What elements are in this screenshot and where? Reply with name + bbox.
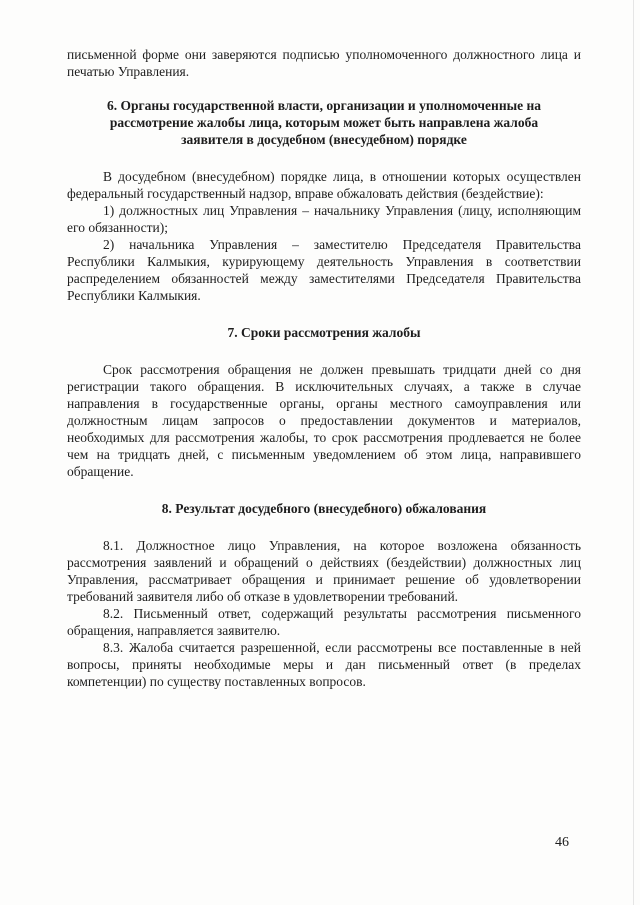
section-6-paragraph-1: В досудебном (внесудебном) порядке лица, в отношении которых осуществлен федеральный государственный надзор, вправе обжаловать действия (бездействие):	[67, 169, 581, 201]
page-number: 46	[555, 835, 569, 850]
section-6-paragraph-3: 2) начальника Управления – заместителю Председателя Правительства Республики Калмыкия, курирующему деятельность Управления в соответствии распределением обязанностей между заместителями Председателя Правительства Республики Калмыкия.	[67, 237, 581, 303]
section-6-heading: 6. Органы государственной власти, организации и уполномоченные на рассмотрение жалобы лица, которым может быть направлена жалоба заявителя в досудебном (внесудебном) порядке	[106, 98, 542, 147]
section-7-heading: 7. Сроки рассмотрения жалобы	[227, 325, 421, 340]
section-8-heading: 8. Результат досудебного (внесудебного) обжалования	[161, 501, 487, 516]
section-7-paragraph-1: Срок рассмотрения обращения не должен превышать тридцати дней со дня регистрации такого обращения. В исключительных случаях, а также в случае направления в государственные органы, органы местного самоуправления или должностным лицам запросов о предоставлении документов и материалов, необходимых для рассмотрения жалобы, то срок рассмотрения продлевается не более чем на тридцать дней, с письменным уведомлением об этом лица, направившего обращение.	[67, 362, 581, 479]
lead-paragraph: письменной форме они заверяются подписью уполномоченного должностного лица и печатью Управления.	[67, 47, 581, 79]
section-8-paragraph-3: 8.3. Жалоба считается разрешенной, если рассмотрены все поставленные в ней вопросы, приняты необходимые меры и дан письменный ответ (в пределах компетенции) по существу поставленных вопросов.	[67, 640, 581, 689]
document-page	[67, 46, 581, 690]
page-edge-line	[633, 0, 634, 905]
section-6-paragraph-2: 1) должностных лиц Управления – начальнику Управления (лицу, исполняющим его обязанности);	[67, 203, 581, 235]
section-8-paragraph-2: 8.2. Письменный ответ, содержащий результаты рассмотрения письменного обращения, направляется заявителю.	[67, 606, 581, 638]
section-8-paragraph-1: 8.1. Должностное лицо Управления, на которое возложена обязанность рассмотрения заявлений и обращений о действиях (бездействии) должностных лиц Управления, рассматривает обращения и принимает решение об удовлетворении требований заявителя либо об отказе в удовлетворении требований.	[67, 538, 581, 604]
